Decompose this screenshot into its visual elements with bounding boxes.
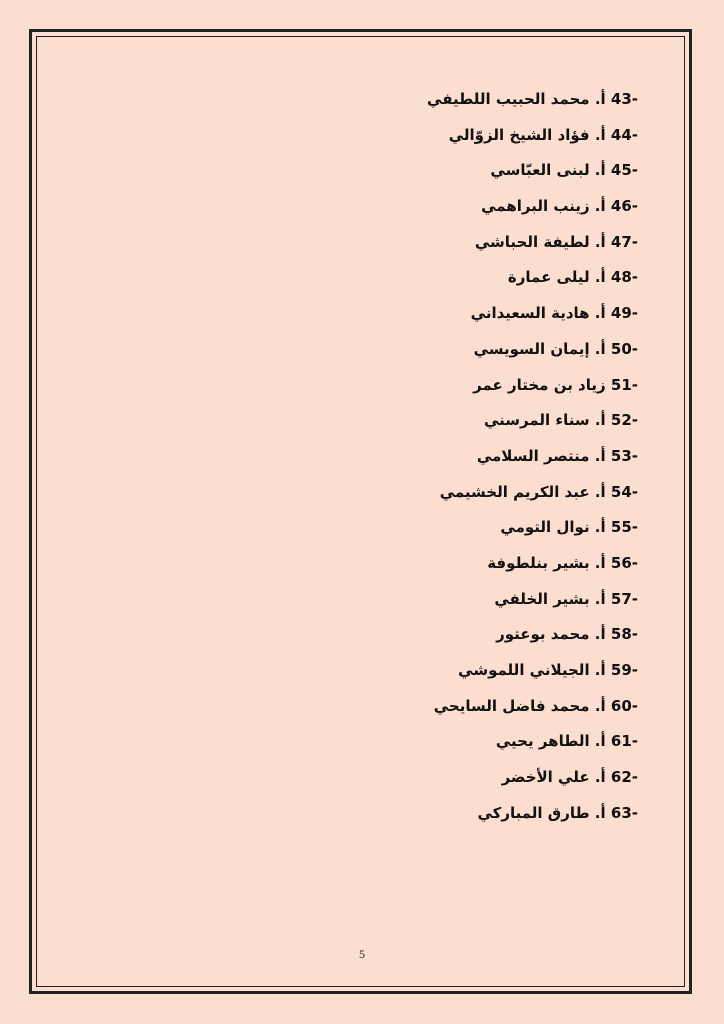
item-name: أ. الطاهر يحيي — [495, 732, 606, 751]
list-item — [138, 368, 638, 404]
item-number: 61- — [610, 732, 638, 751]
list-item — [138, 653, 638, 689]
item-name: أ. هادية السعيداني — [470, 304, 606, 323]
item-name: أ. عبد الكريم الخشيمي — [439, 482, 606, 501]
list-item — [138, 475, 638, 511]
item-name: أ. علي الأخضر — [501, 768, 606, 787]
item-number: 54- — [610, 482, 638, 501]
item-number: 62- — [610, 768, 638, 787]
item-number: 59- — [610, 661, 638, 679]
item-number: 52- — [610, 411, 638, 430]
item-name: أ. ليلى عمارة — [507, 268, 606, 287]
list-item — [138, 296, 638, 332]
item-name: أ. محمد الحبيب اللطيفي — [427, 90, 606, 108]
item-name: أ. طارق المباركي — [477, 803, 606, 822]
list-item — [138, 617, 638, 653]
list-item — [138, 510, 638, 546]
item-name: أ. إيمان السويسي — [473, 339, 606, 358]
item-name: أ. نوال التومي — [500, 518, 606, 537]
item-number: 53- — [610, 446, 638, 465]
item-name: أ. محمد فاضل السايحي — [433, 696, 606, 715]
list-item — [138, 118, 638, 154]
item-name: أ. لطيفة الحباشي — [474, 232, 606, 251]
names-list — [138, 82, 638, 831]
item-number: 48- — [610, 268, 638, 287]
page-number: 5 — [359, 947, 365, 961]
item-number: 57- — [610, 589, 638, 608]
item-number: 63- — [610, 803, 638, 822]
list-item — [138, 153, 638, 189]
item-number: 43- — [610, 90, 638, 108]
item-number: 58- — [610, 625, 638, 644]
list-item — [138, 439, 638, 475]
item-number: 46- — [610, 197, 638, 216]
item-name: أ. بشير بنلطوفة — [487, 553, 606, 572]
item-name: أ. سناء المرسني — [483, 411, 606, 430]
item-name: أ. فؤاد الشيخ الزوّالي — [448, 125, 606, 144]
item-name: زياد بن مختار عمر — [473, 375, 606, 394]
item-number: 45- — [610, 161, 638, 180]
list-item — [138, 760, 638, 796]
list-item — [138, 225, 638, 261]
item-number: 49- — [610, 304, 638, 323]
item-name: أ. محمد بوعتور — [496, 625, 606, 644]
item-number: 50- — [610, 339, 638, 358]
item-number: 44- — [610, 125, 638, 144]
item-name: أ. لبنى العبّاسي — [490, 161, 606, 180]
list-item — [138, 582, 638, 618]
item-name: أ. منتصر السلامي — [476, 446, 606, 465]
item-number: 60- — [610, 696, 638, 715]
list-item — [138, 260, 638, 296]
list-item — [138, 403, 638, 439]
item-name: أ. بشير الخلفي — [494, 589, 606, 608]
item-number: 51- — [610, 375, 638, 394]
item-number: 55- — [610, 518, 638, 537]
item-number: 47- — [610, 232, 638, 251]
list-item — [138, 82, 638, 118]
list-item — [138, 724, 638, 760]
item-number: 56- — [610, 553, 638, 572]
list-item — [138, 796, 638, 832]
item-name: أ. زينب البراهمي — [481, 197, 606, 216]
list-item — [138, 189, 638, 225]
list-item — [138, 332, 638, 368]
item-name: أ. الجيلاني اللموشي — [458, 661, 606, 679]
list-item — [138, 689, 638, 725]
list-item — [138, 546, 638, 582]
